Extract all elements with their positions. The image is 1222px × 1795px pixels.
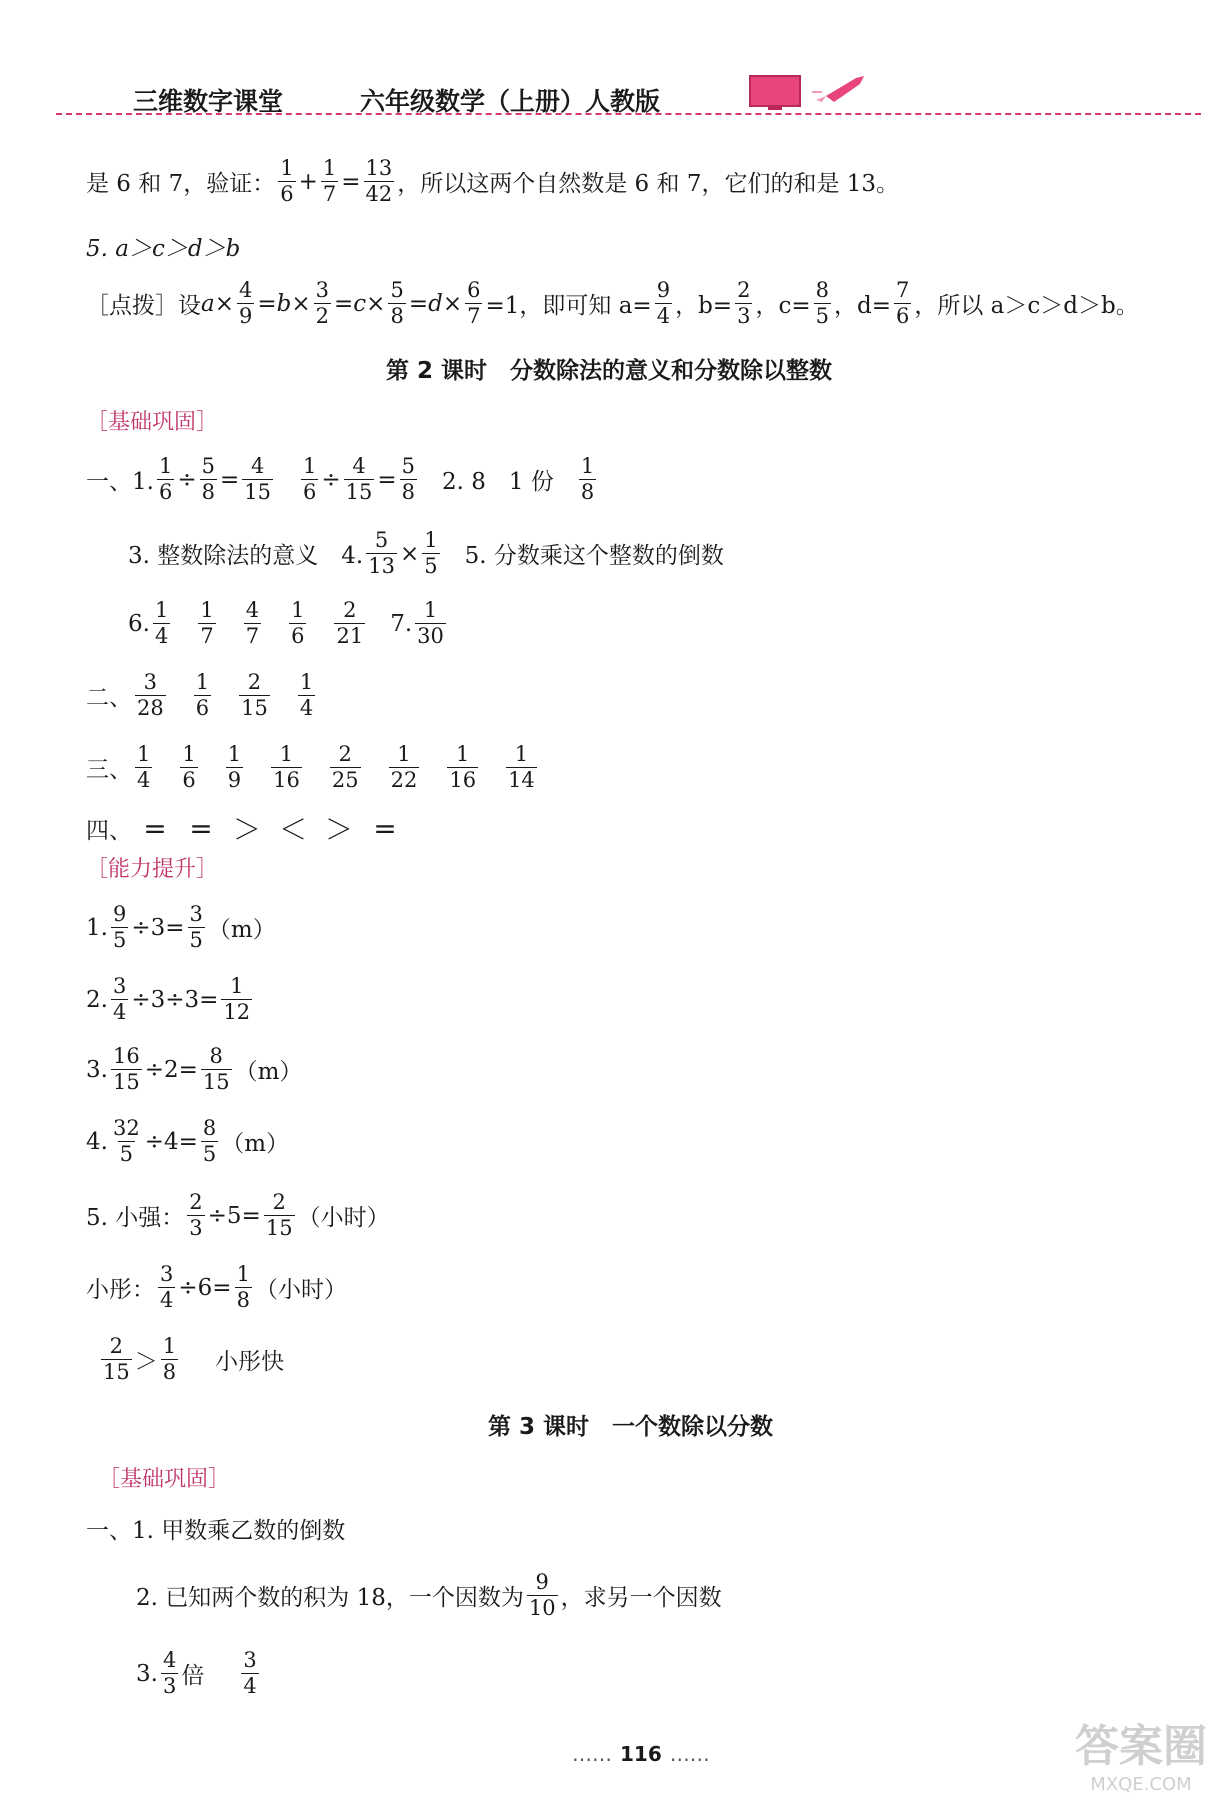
page-number: …… 116 …… — [572, 1742, 710, 1766]
l2-p7: $\frac{2}{15}$ ＞ $\frac{1}{8}$ 小彤快 — [103, 1334, 285, 1384]
l2-p4: 4. $\frac{32}{5}$ ÷4= $\frac{8}{5}$ （m） — [86, 1116, 290, 1166]
lesson2-title: 第 2 课时 分数除法的意义和分数除以整数 — [386, 358, 833, 384]
l3-q3: 3. $\frac{4}{3}$ 倍 $\frac{3}{4}$ — [136, 1648, 257, 1698]
section-tag-basic: ［基础巩固］ — [86, 410, 219, 435]
prev-q5: 5. a＞c＞d＞b — [86, 236, 241, 262]
monitor-icon — [748, 74, 802, 114]
l2-q3: 3. 整数除法的意义 4. $\frac{5}{13}$ × $\frac{1}{5}$ 5. 分数乘这个整数的倒数 — [128, 528, 724, 578]
l2-p2: 2. $\frac{3}{4}$ ÷3÷3= $\frac{1}{12}$ — [86, 974, 251, 1024]
l2-q1: 一、1. $\frac{1}{6}$ ÷ $\frac{5}{8}$ = $\frac{4}{15}$ $\frac{1}{6}$ ÷ $\frac{4}{15}$ = $\frac{5}{8}$ 2. 8 1 份 $\frac{1}{8}$ — [86, 454, 595, 504]
series-title: 三维数字课堂 — [133, 87, 284, 116]
l2-p1: 1. $\frac{9}{5}$ ÷3= $\frac{3}{5}$ （m） — [86, 902, 276, 952]
prev-line-1: 是 6 和 7，验证： $\frac{1}{6}$ + $\frac{1}{7}$ = $\frac{13}{42}$ ，所以这两个自然数是 6 和 7，它们的和是 13。 — [86, 156, 900, 206]
fraction: $\frac{13}{42}$ — [365, 156, 393, 206]
watermark: 答案圈 MXQE.COM — [1075, 1721, 1207, 1795]
l2-part3: 三、 $\frac{1}{4}$ $\frac{1}{6}$ $\frac{1}{9}$ $\frac{1}{16}$ $\frac{2}{25}$ $\frac{1}{22}$ $\frac{1}{16}$ $\frac{1}{14}$ — [86, 742, 535, 792]
l3-q2: 2. 已知两个数的积为 18，一个因数为 $\frac{9}{10}$ ，求另一个因数 — [136, 1570, 722, 1620]
l3-q1: 一、1. 甲数乘乙数的倒数 — [86, 1518, 346, 1544]
prev-hint: ［点拨］设 a× $\frac{4}{9}$ =b× $\frac{3}{2}$ =c× $\frac{5}{8}$ =d× $\frac{6}{7}$ =1，即可知 a= $\frac{9}{4}$ ，b= $\frac{2}{3}$ ，c= $\frac{8}{5}$ ，d= $\frac{7}{6}$ ，所以 a＞c＞d＞b。 — [86, 278, 1139, 328]
l2-part2: 二、 $\frac{3}{28}$ $\frac{1}{6}$ $\frac{2}{15}$ $\frac{1}{4}$ — [86, 670, 314, 720]
fraction: $\frac{1}{6}$ — [280, 156, 294, 206]
rocket-icon — [812, 72, 872, 106]
l2-p3: 3. $\frac{16}{15}$ ÷2= $\frac{8}{15}$ （m） — [86, 1044, 303, 1094]
l2-part4: 四、 = = ＞ ＜ ＞ = — [86, 811, 397, 846]
fraction: $\frac{1}{7}$ — [322, 156, 337, 206]
section-tag-advanced: ［能力提升］ — [86, 857, 219, 882]
l2-q6: 6. $\frac{1}{4}$ $\frac{1}{7}$ $\frac{4}{7}$ $\frac{1}{6}$ $\frac{2}{21}$ 7. $\frac{1}{30}$ — [128, 598, 444, 648]
header-divider — [56, 113, 1201, 115]
book-title: 六年级数学（上册）人教版 — [360, 87, 661, 116]
section-tag-basic-2: ［基础巩固］ — [98, 1467, 231, 1492]
l2-p5: 5. 小强： $\frac{2}{3}$ ÷5= $\frac{2}{15}$ （小时） — [86, 1190, 390, 1240]
lesson3-title: 第 3 课时 一个数除以分数 — [488, 1414, 774, 1440]
l2-p6: 小彤： $\frac{3}{4}$ ÷6= $\frac{1}{8}$ （小时） — [86, 1262, 347, 1312]
